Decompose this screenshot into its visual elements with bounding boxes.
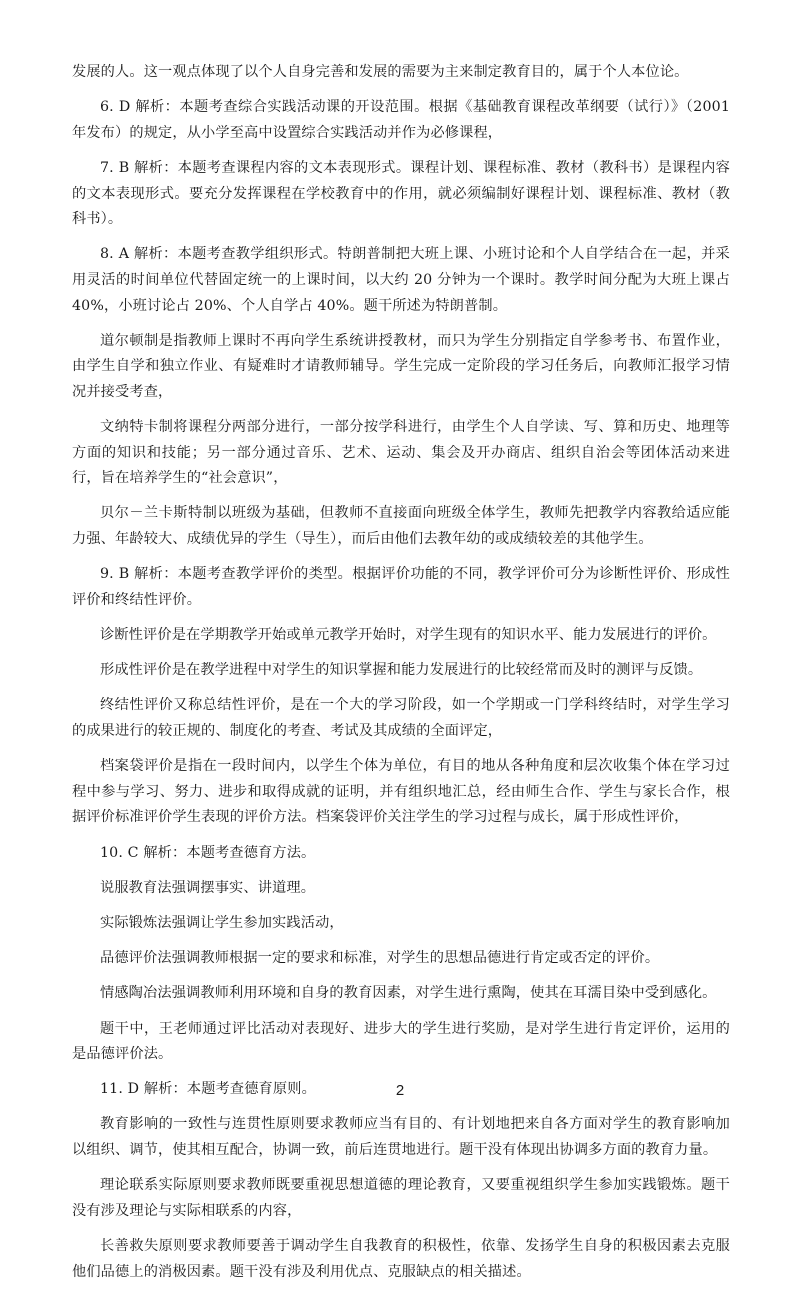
answer-9-paragraph: 9. B 解析：本题考查教学评价的类型。根据评价功能的不同，教学评价可分为诊断性评价、形成性评价和终结性评价。 <box>72 566 730 608</box>
paragraph: 诊断性评价是在学期教学开始或单元教学开始时，对学生现有的知识水平、能力发展进行的评价。 <box>100 627 717 644</box>
paragraph: 发展的人。这一观点体现了以个人自身完善和发展的需要为主来制定教育目的，属于个人本位论。 <box>72 64 689 80</box>
paragraph: 档案袋评价是指在一段时间内，以学生个体为单位，有目的地从各种角度和层次收集个体在学习过程中参与学习、努力、进步和取得成就的证明，并有组织地汇总，经由师生合作、学生与家长合作，根据评价标准评价学生表现的评价方法。档案袋评价关注学生的学习过程与成长，属于形成性评价， <box>72 758 730 826</box>
paragraph: 贝尔－兰卡斯特制以班级为基础，但教师不直接面向班级全体学生，教师先把教学内容教给适应能力强、年龄较大、成绩优异的学生（导生），而后由他们去教年幼的或成绩较差的其他学生。 <box>72 505 730 548</box>
paragraph: 实际锻炼法强调让学生参加实践活动， <box>100 914 344 931</box>
paragraph: 教育影响的一致性与连贯性原则要求教师应当有目的、有计划地把来自各方面对学生的教育影响加以组织、调节，使其相互配合，协调一致，前后连贯地进行。题干没有体现出协调多方面的教育力量。 <box>72 1116 730 1159</box>
answer-10-paragraph: 10. C 解析：本题考查德育方法。 <box>100 844 316 861</box>
answer-8-paragraph: 8. A 解析：本题考查教学组织形式。特朗普制把大班上课、小班讨论和个人自学结合在一起，并采用灵活的时间单位代替固定统一的上课时间，以大约 20 分钟为一个课时。教学时间分配为大班上课占 40%，小班讨论占 20%、个人自学占 40%。题干所述为特朗普制。 <box>72 246 730 314</box>
paragraph: 说服教育法强调摆事实、讲道理。 <box>100 879 316 896</box>
paragraph: 文纳特卡制将课程分两部分进行，一部分按学科进行，由学生个人自学读、写、算和历史、地理等方面的知识和技能；另一部分通过音乐、艺术、运动、集会及开办商店、组织自治会等团体活动来进行，旨在培养学生的“社会意识”， <box>72 419 730 487</box>
paragraph: 终结性评价又称总结性评价，是在一个大的学习阶段，如一个学期或一门学科终结时，对学生学习的成果进行的较正规的、制度化的考查、考试及其成绩的全面评定， <box>72 697 730 739</box>
answer-7-paragraph: 7. B 解析：本题考查课程内容的文本表现形式。课程计划、课程标准、教材（教科书）是课程内容的文本表现形式。要充分发挥课程在学校教育中的作用，就必须编制好课程计划、课程标准、教材（教科书）。 <box>72 159 730 228</box>
paragraph: 长善救失原则要求教师要善于调动学生自我教育的积极性，依靠、发扬学生自身的积极因素去克服他们品德上的消极因素。题干没有涉及利用优点、克服缺点的相关描述。 <box>72 1238 730 1280</box>
answer-11-paragraph: 11. D 解析：本题考查德育原则。 <box>100 1081 316 1098</box>
paragraph: 理论联系实际原则要求教师既要重视思想道德的理论教育，又要重视组织学生参加实践锻炼。题干没有涉及理论与实际相联系的内容， <box>72 1177 730 1219</box>
document-body <box>72 60 730 1295</box>
paragraph: 题干中，王老师通过评比活动对表现好、进步大的学生进行奖励，是对学生进行肯定评价，运用的是品德评价法。 <box>72 1020 730 1063</box>
paragraph: 情感陶冶法强调教师利用环境和自身的教育因素，对学生进行熏陶，使其在耳濡目染中受到感化。 <box>100 985 717 1002</box>
paragraph: 品德评价法强调教师根据一定的要求和标准，对学生的思想品德进行肯定或否定的评价。 <box>100 950 660 967</box>
answer-6-paragraph: 6. D 解析：本题考查综合实践活动课的开设范围。根据《基础教育课程改革纲要（试行）》（2001 年发布）的规定，从小学至高中设置综合实践活动并作为必修课程， <box>72 99 730 141</box>
paragraph: 形成性评价是在教学进程中对学生的知识掌握和能力发展进行的比较经常而及时的测评与反馈。 <box>100 662 703 679</box>
page-number: 2 <box>395 1082 405 1099</box>
paragraph: 道尔顿制是指教师上课时不再向学生系统讲授教材，而只为学生分别指定自学参考书、布置作业，由学生自学和独立作业、有疑难时才请教师辅导。学生完成一定阶段的学习任务后，向教师汇报学习情况并接受考查， <box>72 332 730 400</box>
